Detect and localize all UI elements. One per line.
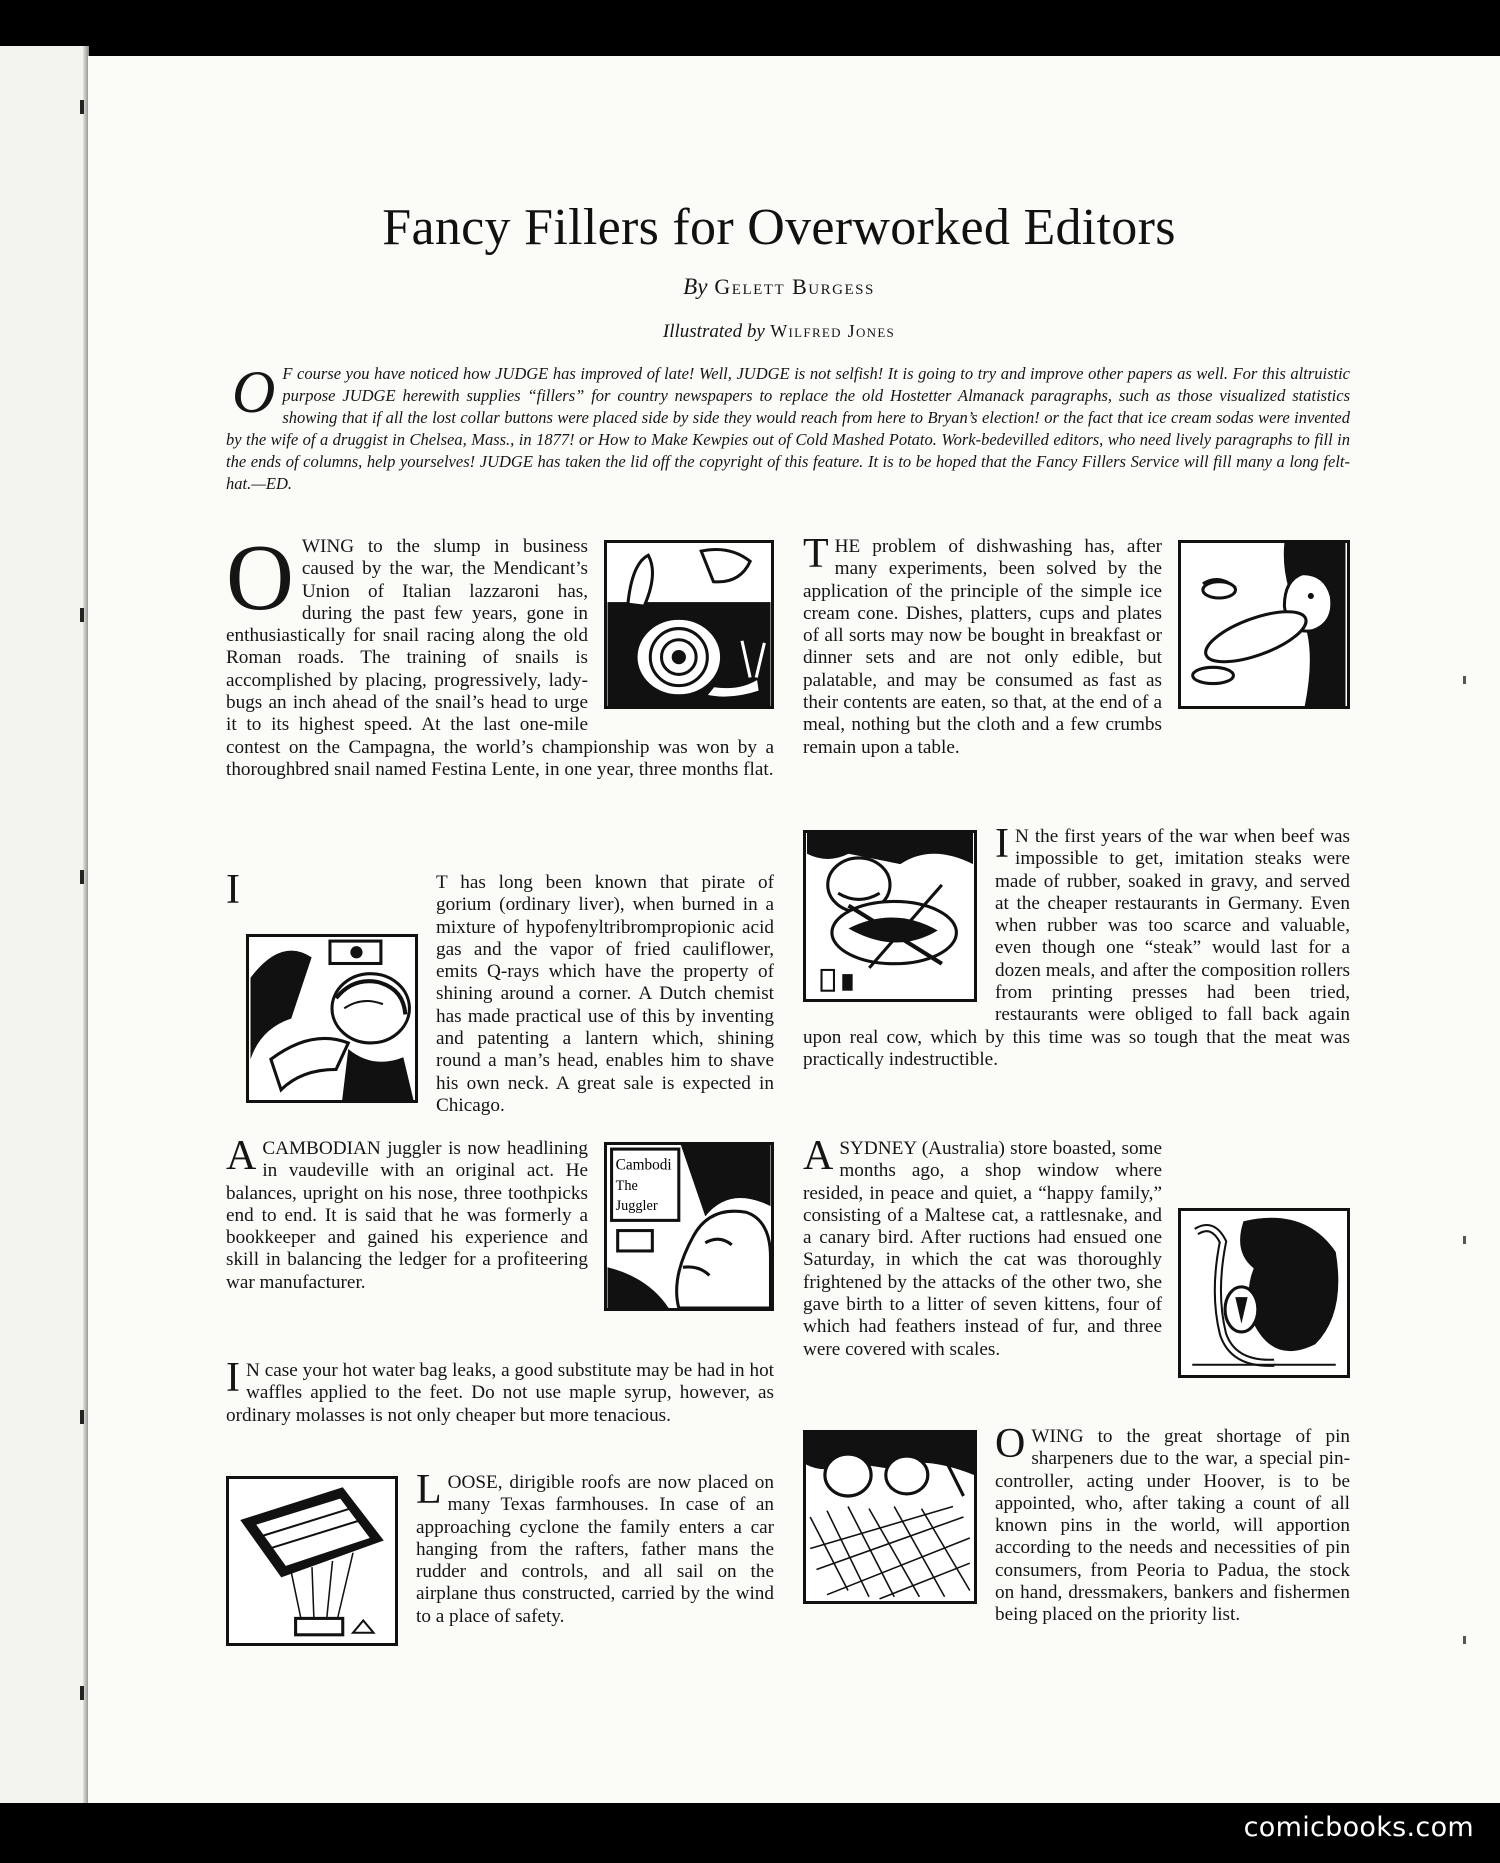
illustrator-prefix: Illustrated by [662, 321, 765, 342]
illustrator-name: Wilfred Jones [770, 321, 896, 341]
filler-rubber-steaks [803, 821, 1350, 1071]
shaving-lantern-illustration [246, 934, 418, 1103]
illustrator-credit [220, 321, 1338, 343]
juggler-sign-line: Juggler [615, 1198, 658, 1215]
binding-rivet [80, 100, 84, 114]
filler-text: WING to the slump in business caused by the war, the Mendicant’s Union of Italian lazzaroni has, during the past few years, gone in enthusiastically for snail racing along the old Roman roads. The training of snails is accomplished by placing, progressively, lady-bugs an inch ahead of the snail’s head to urge it to its highest speed. At the last one-mile contest on the Campagna, the world’s championship was won by a thoroughbred snail named Festina Lente, in one year, three months flat. [226, 536, 774, 780]
page-edge-mark [1463, 1636, 1466, 1644]
filler-text: CAMBODIAN juggler is now headlining in vaudeville with an original act. He balances, upright on his nose, three toothpicks end to end. It is said that he was formerly a bookkeeper and gained his experience and skill in balancing the ledger for a profiteering war manufacturer. [226, 1138, 588, 1293]
filler-dropcap: I [995, 821, 1009, 867]
binding-rivet [80, 608, 84, 622]
filler-dropcap: O [226, 526, 294, 630]
juggler-illustration [604, 1142, 774, 1311]
filler-dropcap: I [226, 1355, 240, 1401]
filler-dropcap: O [995, 1421, 1026, 1467]
byline-prefix: By [683, 274, 708, 299]
page-edge-mark [1463, 676, 1466, 684]
filler-text: T has long been known that pirate of gorium (ordinary liver), when burned in a mixture of hypofenyltribrompropionic acid gas and the vapor of fried cauliflower, emits Q-rays which have the property of shining around a corner. A Dutch chemist has made practical use of this by inventing and patenting a lantern which, shining round a man’s head, enables him to shave his own neck. A great sale is expected in Chicago. [436, 872, 774, 1116]
filler-hot-waffles [226, 1355, 774, 1427]
filler-text: OOSE, dirigible roofs are now placed on many Texas farmhouses. In case of an approaching cyclone the family enters a car hanging from the rafters, father mans the rudder and controls, and all sail on the airplane thus constructed, carried by the wind to a place of safety. [416, 1472, 774, 1627]
editor-note-dropcap: O [232, 359, 276, 425]
byline [220, 274, 1338, 300]
filler-happy-family [803, 1133, 1350, 1384]
dirigible-roof-illustration [226, 1476, 398, 1646]
filler-dropcap: A [226, 1133, 257, 1179]
filler-text: HE problem of dishwashing has, after many experiments, been solved by the application of the principle of the simple ice cream cone. Dishes, platters, cups and plates of all sorts may now be bought in breakfast or dinner sets and are not only edible, but palatable, and may be consumed as fast as their contents are eaten, so that, at the end of a meal, nothing but the cloth and a few crumbs remain upon a table. [803, 536, 1162, 758]
rubber-steak-illustration [803, 830, 977, 1002]
filler-pin-controller [803, 1421, 1350, 1627]
filler-q-rays-lantern [226, 867, 774, 1117]
filler-cambodian-juggler [226, 1133, 774, 1317]
filler-text: N case your hot water bag leaks, a good substitute may be had in hot waffles applied to the feet. Do not use maple syrup, however, as ordinary molasses is not only cheaper but more tenacious. [226, 1360, 774, 1426]
filler-dropcap: L [416, 1467, 442, 1513]
filler-text: WING to the great shortage of pin sharpeners due to the war, a special pin-controller, acting under Hoover, is to be appointed, who, after taking a count of all known pins in the world, will apportion according to the needs and necessities of pin consumers, from Peoria to Padua, the stock on hand, dressmakers, bankers and fishermen being placed on the priority list. [995, 1426, 1350, 1626]
filler-dropcap: T [803, 531, 829, 577]
filler-dropcap: I [226, 867, 240, 913]
page-edge-mark [1463, 1236, 1466, 1244]
juggler-sign-line: The [615, 1177, 638, 1194]
watermark: comicbooks.com [1243, 1812, 1474, 1843]
author-name: Gelett Burgess [714, 274, 875, 299]
filler-dropcap: A [803, 1133, 834, 1179]
editor-note [226, 359, 1350, 495]
filler-dirigible-roofs [226, 1467, 774, 1652]
binding-gutter [0, 46, 89, 1803]
editor-note-text: F course you have noticed how JUDGE has improved of late! Well, JUDGE is not selfish! It is going to try and improve other papers as well. For this altruistic purpose JUDGE herewith supplies “fillers” for country newspapers to replace the old Hostetter Almanack paragraphs, such as those visualized statistics showing that if all the lost collar buttons were placed side by side they would reach from here to Bryan’s election! or the fact that ice cream sodas were invented by the wife of a druggist in Chelsea, Mass., in 1877! or How to Make Kewpies out of Cold Mashed Potato. Work-bedevilled editors, who need lively paragraphs to fill in the ends of columns, help yourselves! JUDGE has taken the lid off the copyright of this feature. It is to be hoped that the Fancy Fillers Service will fill many a long felt-hat.—ED. [226, 364, 1350, 493]
article-title: Fancy Fillers for Overworked Editors [382, 199, 1176, 256]
binding-rivet [80, 1410, 84, 1424]
juggler-sign-line: Cambodi [615, 1156, 672, 1174]
filler-text: SYDNEY (Australia) store boasted, some months ago, a shop window where resided, in peace and quiet, a “happy family,” consisting of a Maltese cat, a rattlesnake, and a canary bird. After ructions had ensued one Saturday, in which the cat was thoroughly frightened by the attacks of the other two, she gave birth to a litter of seven kittens, four of which had feathers instead of fur, and three were covered with scales. [803, 1138, 1162, 1360]
snail-illustration [604, 540, 774, 709]
edible-dishes-illustration [1178, 540, 1350, 709]
binding-rivet [80, 870, 84, 884]
filler-snail-racing [226, 526, 774, 781]
binding-rivet [80, 1686, 84, 1700]
pin-controller-illustration [803, 1430, 977, 1604]
filler-edible-dishes [803, 531, 1350, 759]
filler-text: N the first years of the war when beef was impossible to get, imitation steaks were made of rubber, soaked in gravy, and served at the cheaper restaurants in Germany. Even when rubber was too scarce and valuable, even though one “steak” would last for a dozen meals, and after the composition rollers from printing presses had been tried, restaurants were obliged to fall back again upon real cow, which by this time was so tough that the meat was practically indestructible. [803, 826, 1350, 1070]
happy-family-illustration [1178, 1208, 1350, 1378]
